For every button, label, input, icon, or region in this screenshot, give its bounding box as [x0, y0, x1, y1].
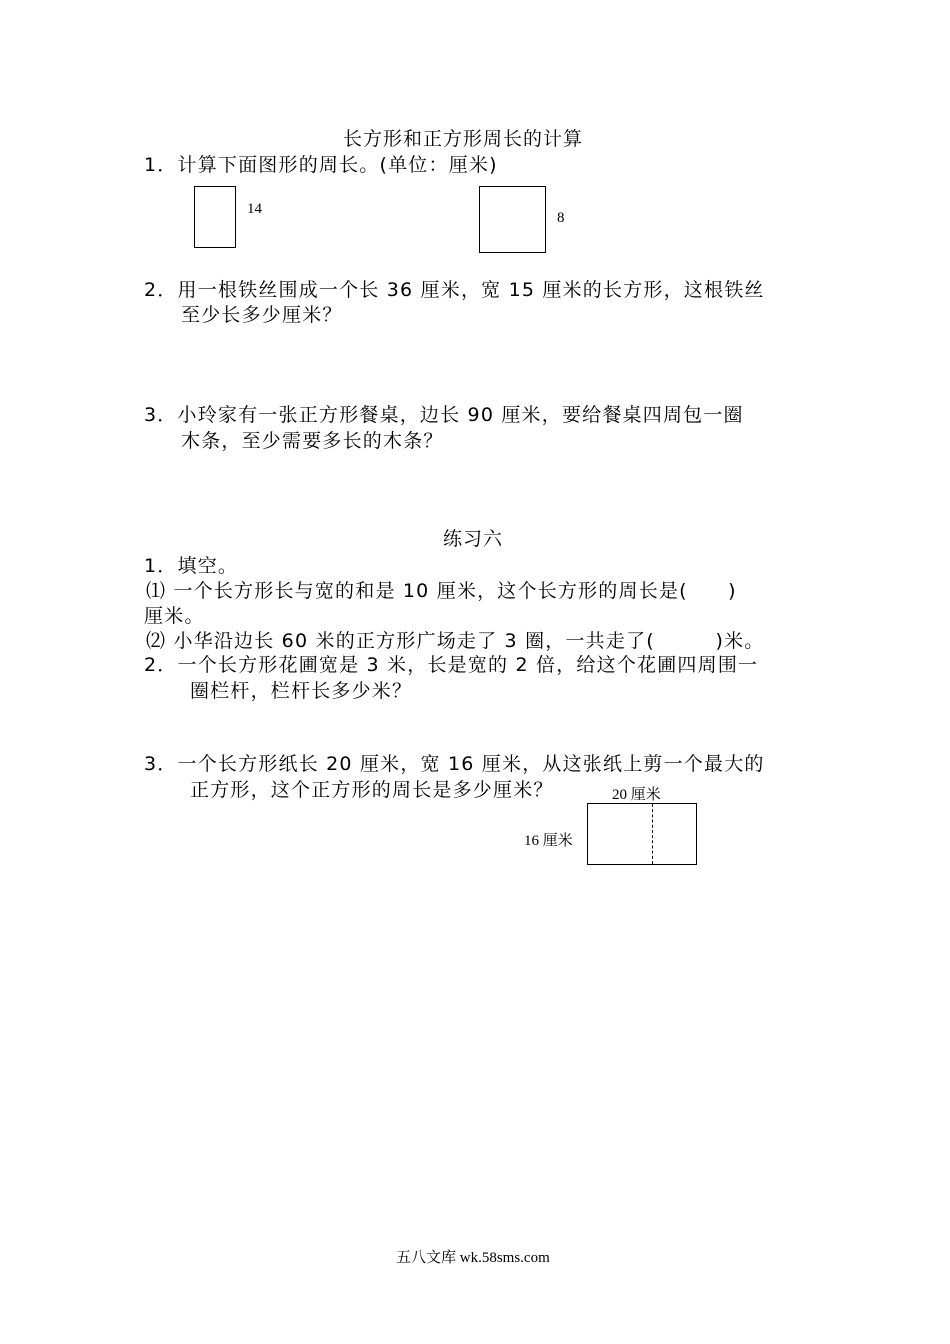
- question-3-line-2: 木条，至少需要多长的木条？: [181, 430, 444, 452]
- paper-width-label: 20 厘米: [612, 787, 661, 803]
- section-title-exercise-six: 练习六: [443, 528, 504, 550]
- square-side-label: 8: [557, 210, 565, 226]
- exercise-question-2-line-2: 圈栏杆，栏杆长多少米？: [190, 680, 413, 702]
- question-3-line-1: 3．小玲家有一张正方形餐桌，边长 90 厘米，要给餐桌四周包一圈: [144, 404, 744, 426]
- square-figure: [479, 186, 546, 253]
- rectangle-length-label: 14: [247, 201, 262, 217]
- fill-blank-2: ⑵ 小华沿边长 60 米的正方形广场走了 3 圈，一共走了( )米。: [146, 630, 765, 652]
- paper-height-label: 16 厘米: [524, 833, 573, 849]
- exercise-question-3-line-1: 3．一个长方形纸长 20 厘米，宽 16 厘米，从这张纸上剪一个最大的: [144, 753, 765, 775]
- question-2-line-2: 至少长多少厘米？: [181, 304, 343, 326]
- cut-line-dashed: [652, 804, 653, 864]
- paper-rectangle-figure: [587, 803, 697, 865]
- question-1-text: 1．计算下面图形的周长。(单位：厘米): [144, 154, 498, 176]
- rectangle-figure: [194, 186, 236, 248]
- exercise-question-1-text: 1．填空。: [144, 555, 239, 577]
- question-2-line-1: 2．用一根铁丝围成一个长 36 厘米，宽 15 厘米的长方形，这根铁丝: [144, 279, 765, 301]
- exercise-question-2-line-1: 2．一个长方形花圃宽是 3 米，长是宽的 2 倍，给这个花圃四周围一: [144, 654, 759, 676]
- exercise-question-3-line-2: 正方形，这个正方形的周长是多少厘米？: [190, 779, 554, 801]
- footer-watermark: 五八文库 wk.58sms.com: [396, 1250, 550, 1266]
- fill-blank-1-line-2: 厘米。: [144, 605, 205, 627]
- fill-blank-1-line-1: ⑴ 一个长方形长与宽的和是 10 厘米，这个长方形的周长是( ): [146, 580, 737, 602]
- section-title-perimeter: 长方形和正方形周长的计算: [343, 128, 584, 150]
